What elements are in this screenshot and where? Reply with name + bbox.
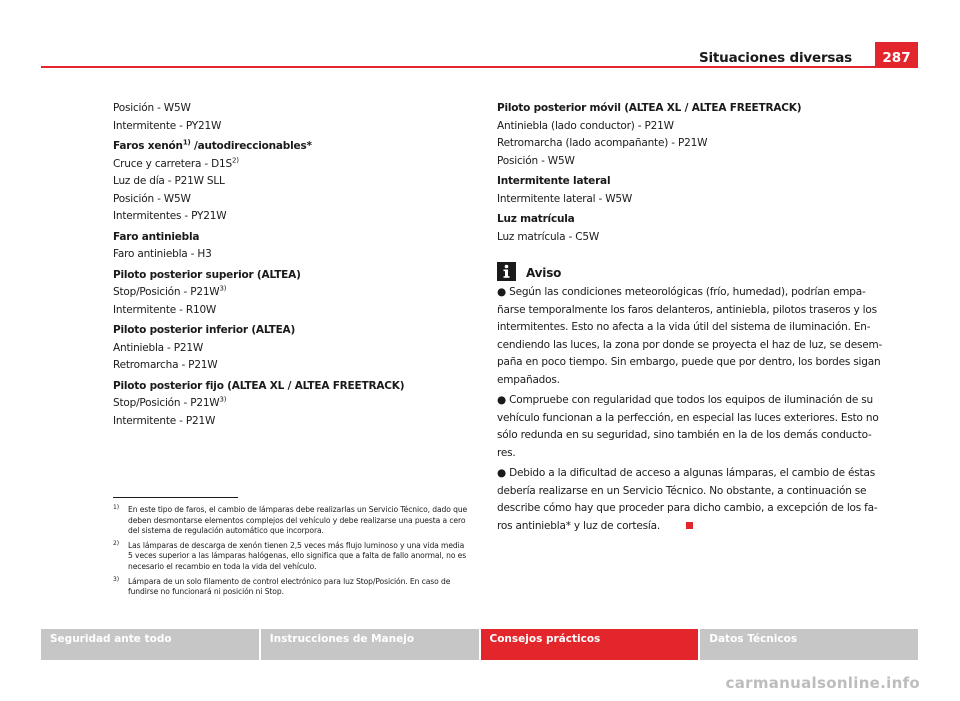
section-end-marker (686, 522, 693, 529)
bullet-line: res. (497, 446, 516, 459)
header-divider (41, 66, 918, 68)
spec-text: Stop/Posición - P21W (113, 286, 220, 298)
spec-line: Faro antiniebla - H3 (113, 248, 212, 260)
bullet-line: intermitentes. Esto no afecta a la vida útil del sistema de iluminación. En- (497, 321, 871, 333)
spec-line: Luz de día - P21W SLL (113, 175, 225, 187)
spec-line (113, 395, 473, 413)
section-heading: Intermitente lateral (497, 175, 611, 187)
spec-line: Posición - W5W (113, 102, 191, 114)
footnote-mark: 1) (113, 504, 119, 511)
heading-text: /autodireccionables* (190, 140, 312, 152)
section-tabs (41, 629, 918, 660)
section-heading: Piloto posterior fijo (ALTEA XL / ALTEA FREETRACK) (113, 379, 405, 392)
section-heading: Piloto posterior superior (ALTEA) (113, 268, 301, 281)
footnote-line: deben desmontarse elementos complejos del vehículo y debe realizarse una puesta a cero (128, 515, 466, 525)
footnote-line: Las lámparas de descarga de xenón tienen 2,5 veces más flujo luminoso y una vida media (128, 540, 465, 550)
footnote-line: Lámpara de un solo filamento de control electrónico para luz Stop/Posición. En caso de (128, 576, 451, 586)
spec-line: Retromarcha (lado acompañante) - P21W (497, 137, 708, 149)
spec-text: Cruce y carretera - D1S (113, 157, 232, 170)
footnote-ref: 1) (182, 138, 191, 147)
spec-line: Antiniebla (lado conductor) - P21W (497, 119, 674, 132)
footnote-divider (113, 497, 238, 498)
footnote-line: fundirse no funcionará ni posición ni Stop. (128, 587, 284, 597)
section-heading: Piloto posterior móvil (ALTEA XL / ALTEA FREETRACK) (497, 102, 802, 114)
section-heading (113, 138, 473, 156)
watermark: carmanualsonline.info (725, 674, 920, 692)
page-header-title: Situaciones diversas (698, 50, 852, 66)
aviso-header (497, 255, 857, 281)
section-heading: Faro antiniebla (113, 230, 200, 243)
spec-text: Stop/Posición - P21W (113, 397, 220, 409)
footnote (113, 505, 478, 537)
footnote-ref: 3) (219, 395, 227, 404)
spec-line (113, 156, 473, 174)
spec-line: Intermitente - R10W (113, 303, 217, 316)
footnote-ref: 2) (231, 156, 239, 164)
spec-line: Retromarcha - P21W (113, 359, 218, 371)
aviso-bullet (497, 392, 879, 462)
spec-line: Intermitente - P21W (113, 414, 216, 427)
tab-consejos[interactable]: Consejos prácticos (481, 629, 699, 660)
tab-seguridad[interactable]: Seguridad ante todo (41, 629, 259, 660)
bullet-line: empañados. (497, 373, 560, 386)
bullet-line: describe cómo hay que proceder para dicho cambio, a excepción de los fa- (497, 502, 878, 514)
bullet-line (497, 518, 857, 536)
spec-line (113, 284, 473, 302)
section-heading: Luz matrícula (497, 213, 575, 225)
bullet-text: ros antiniebla* y luz de cortesía. (497, 519, 660, 532)
page-number: 287 (875, 42, 918, 67)
bullet-line: ñarse temporalmente los faros delanteros, antiniebla, pilotos traseros y los (497, 303, 877, 316)
tab-instrucciones[interactable]: Instrucciones de Manejo (261, 629, 479, 660)
footnote-line: del sistema de regulación automático que incorpora. (128, 526, 324, 536)
tab-datos[interactable]: Datos Técnicos (700, 629, 918, 660)
footnote (113, 577, 478, 598)
spec-line: Antiniebla - P21W (113, 341, 204, 354)
footnote-line: En este tipo de faros, el cambio de lámparas debe realizarlas un Servicio Técnico, dado que (128, 505, 468, 514)
right-column (497, 100, 883, 535)
footnote-mark: 3) (113, 575, 119, 583)
footnote-ref: 3) (219, 284, 227, 293)
bullet-line: ● Compruebe con regularidad que todos los equipos de iluminación de su (497, 394, 873, 406)
aviso-bullet (497, 465, 878, 535)
bullet-line: vehículo funcionan a la perfección, en especial las luces exteriores. Esto no (497, 411, 879, 424)
spec-line: Intermitente lateral - W5W (497, 192, 633, 205)
left-column (113, 100, 473, 430)
spec-line: Intermitente - PY21W (113, 119, 222, 132)
spec-line: Intermitentes - PY21W (113, 210, 227, 222)
bullet-line: debería realizarse en un Servicio Técnico. No obstante, a continuación se (497, 484, 867, 497)
aviso-title: Aviso (526, 266, 562, 280)
spec-line: Posición - W5W (113, 192, 191, 205)
bullet-line: cendiendo las luces, la zona por donde se proyecta el haz de luz, se desem- (497, 338, 883, 351)
aviso-bullet (497, 284, 883, 389)
footnote-line: necesario el recambio en toda la vida del vehículo. (128, 561, 317, 571)
footnotes (113, 505, 478, 602)
section-heading: Piloto posterior inferior (ALTEA) (113, 324, 296, 336)
footnote-mark: 2) (113, 539, 119, 547)
heading-text: Faros xenón (113, 140, 183, 152)
info-icon (497, 262, 516, 281)
bullet-line: sólo redunda en su seguridad, sino también en la de los demás conducto- (497, 429, 872, 441)
bullet-line: ● Debido a la dificultad de acceso a algunas lámparas, el cambio de éstas (497, 467, 875, 479)
bullet-line: paña en poco tiempo. Sin embargo, puede que por dentro, los bordes sigan (497, 356, 881, 368)
footnote (113, 541, 478, 573)
footnote-line: 5 veces superior a las lámparas halógenas, ello significa que a falta de fallo anormal, no es (128, 551, 467, 561)
spec-line: Posición - W5W (497, 154, 575, 167)
spec-line: Luz matrícula - C5W (497, 230, 600, 243)
bullet-line: ● Según las condiciones meteorológicas (frío, humedad), podrían empa- (497, 286, 866, 298)
